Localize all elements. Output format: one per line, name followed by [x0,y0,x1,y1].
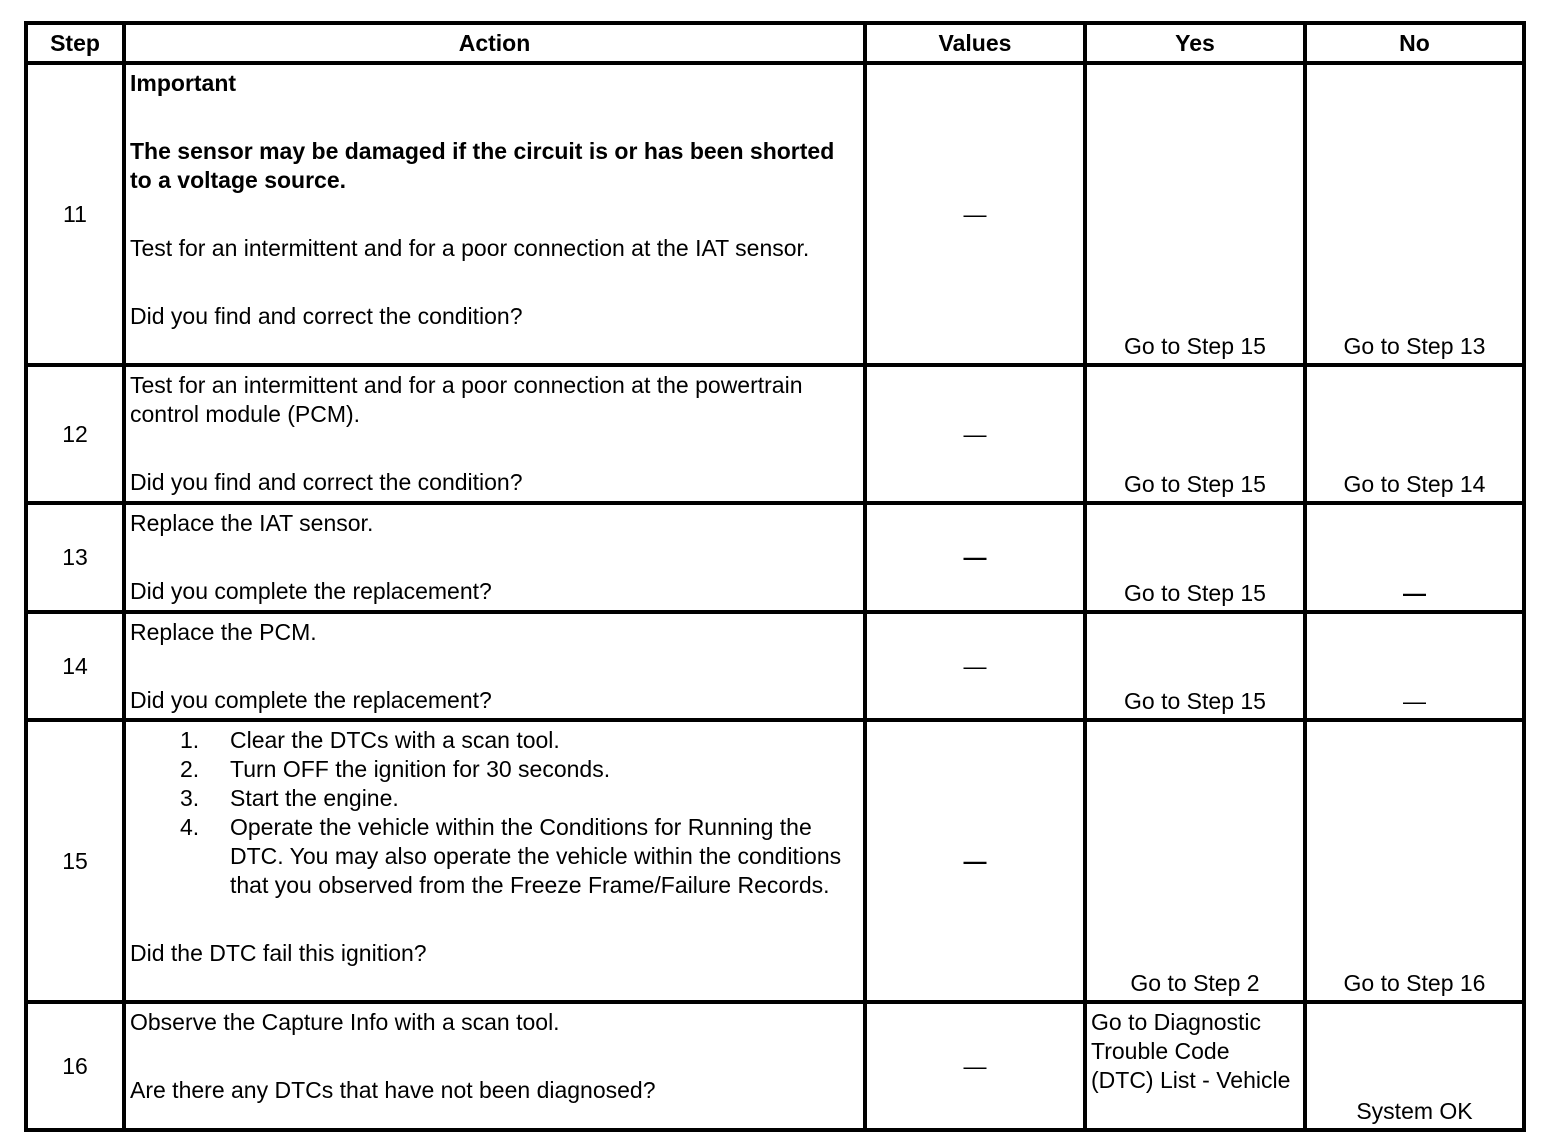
values-cell: — [865,503,1085,612]
values-cell: — [865,612,1085,720]
diagnostic-table [24,21,1526,1132]
list-item-number: 1. [180,727,200,753]
table-row-step-13 [26,503,1524,612]
action-cell [124,612,865,720]
list-item-text: Clear the DTCs with a scan tool. [230,727,560,753]
important-text: The sensor may be damaged if the circuit is or has been shorted to a voltage source. [130,138,835,193]
action-cell [124,1002,865,1130]
list-item-number: 3. [180,785,200,811]
action-instruction: Observe the Capture Info with a scan tool. [130,1009,560,1035]
no-link[interactable]: Go to Step 16 [1305,720,1524,1002]
list-item-number: 2. [180,756,200,782]
values-cell: — [865,720,1085,1002]
action-instruction: Replace the IAT sensor. [130,510,374,536]
step-number: 15 [26,720,124,1002]
table-row-step-16 [26,1002,1524,1130]
yes-link[interactable]: Go to Step 15 [1085,612,1305,720]
action-cell [124,63,865,365]
no-value: — [1305,503,1524,612]
no-link[interactable]: Go to Step 14 [1305,365,1524,503]
step-number: 11 [26,63,124,365]
yes-link[interactable]: Go to Step 2 [1085,720,1305,1002]
step-number: 12 [26,365,124,503]
important-label: Important [130,70,237,96]
table-row-step-11 [26,63,1524,365]
header-yes: Yes [1085,23,1305,63]
yes-link[interactable]: Go to Step 15 [1085,365,1305,503]
list-item-text: Operate the vehicle within the Conditions for Running the DTC. You may also operate the vehicle within the conditions that you observed from the Freeze Frame/Failure Records. [230,814,842,898]
action-question: Did you find and correct the condition? [130,303,523,329]
list-item-text: Turn OFF the ignition for 30 seconds. [230,756,611,782]
values-cell: — [865,1002,1085,1130]
list-item-text: Start the engine. [230,785,399,811]
action-question: Did you complete the replacement? [130,687,492,713]
yes-link[interactable]: Go to Step 15 [1085,503,1305,612]
yes-link[interactable]: Go to Diagnostic Trouble Code (DTC) List - Vehicle [1085,1002,1305,1130]
header-action: Action [124,23,865,63]
step-number: 14 [26,612,124,720]
header-step: Step [26,23,124,63]
action-cell [124,720,865,1002]
no-link[interactable]: Go to Step 13 [1305,63,1524,365]
values-cell: — [865,63,1085,365]
action-cell [124,503,865,612]
list-item [130,726,855,755]
list-item [130,755,855,784]
action-instruction: Test for an intermittent and for a poor connection at the IAT sensor. [130,235,810,261]
list-item [130,813,855,900]
header-no: No [1305,23,1524,63]
no-value: System OK [1305,1002,1524,1130]
values-cell: — [865,365,1085,503]
table-row-step-15 [26,720,1524,1002]
action-question: Are there any DTCs that have not been diagnosed? [130,1077,656,1103]
table-row-step-12 [26,365,1524,503]
action-question: Did the DTC fail this ignition? [130,940,427,966]
no-value: — [1305,612,1524,720]
procedure-list [130,726,855,900]
action-question: Did you find and correct the condition? [130,469,523,495]
action-instruction: Replace the PCM. [130,619,317,645]
step-number: 16 [26,1002,124,1130]
table-row-step-14 [26,612,1524,720]
list-item [130,784,855,813]
action-instruction: Test for an intermittent and for a poor connection at the powertrain control module (PCM). [130,372,803,427]
action-question: Did you complete the replacement? [130,578,492,604]
yes-link[interactable]: Go to Step 15 [1085,63,1305,365]
step-number: 13 [26,503,124,612]
list-item-number: 4. [180,814,200,840]
action-cell [124,365,865,503]
header-row [26,23,1524,63]
header-values: Values [865,23,1085,63]
